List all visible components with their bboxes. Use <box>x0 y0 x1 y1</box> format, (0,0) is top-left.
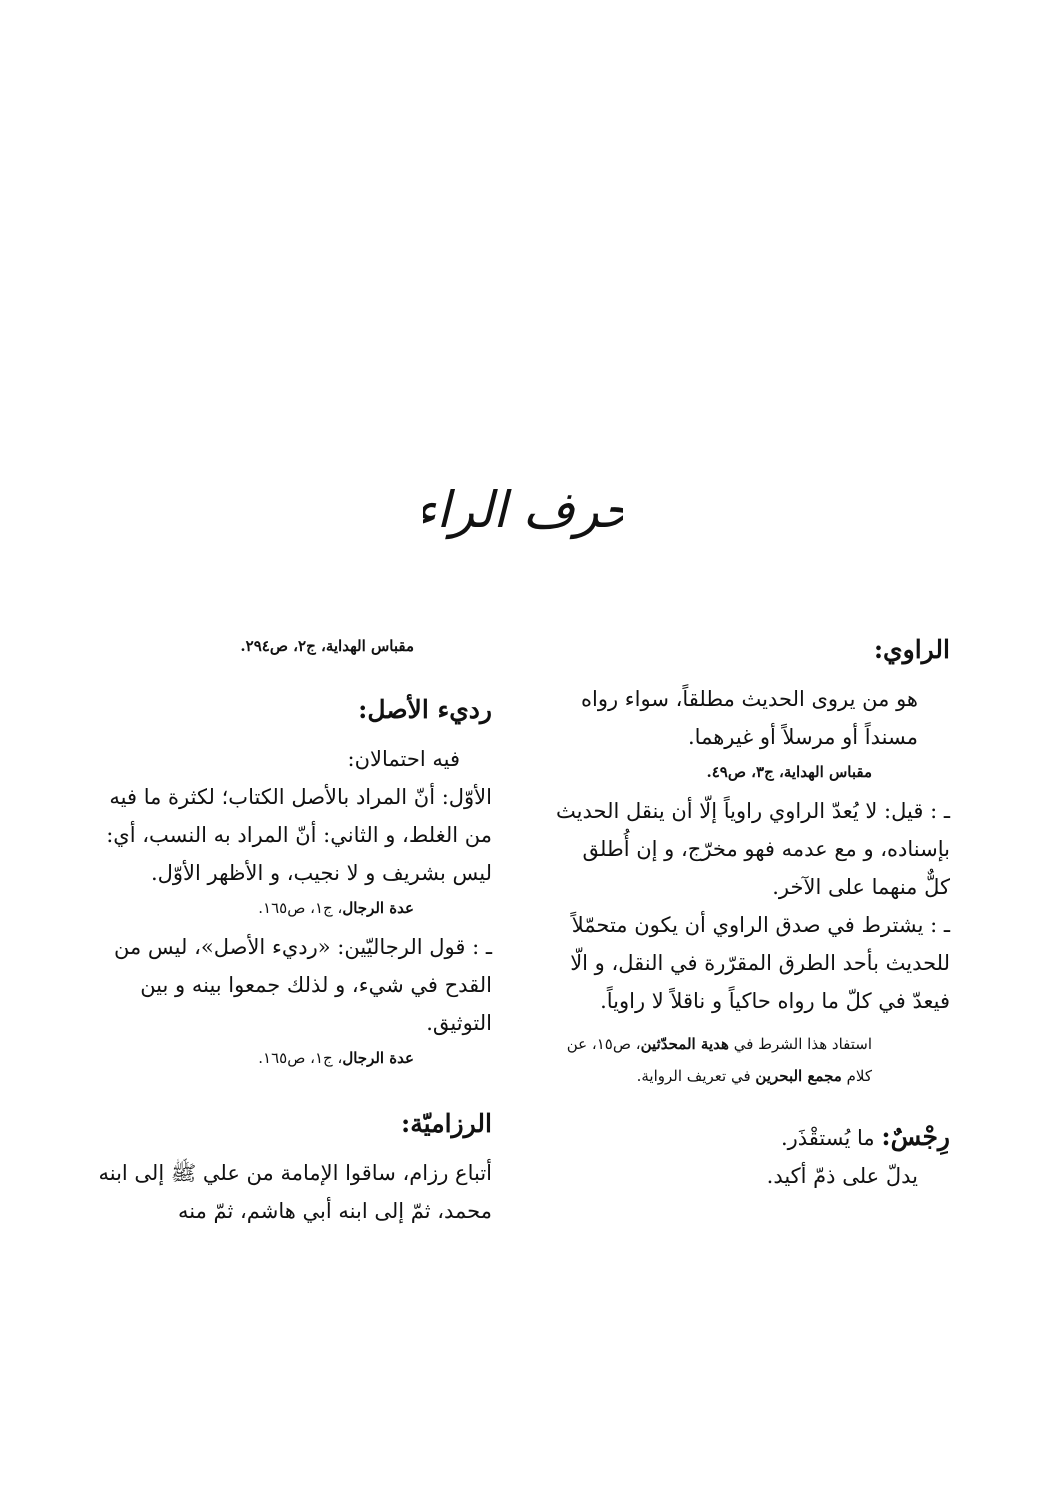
entry-definition-rijs: ما يُستقْذَر. <box>780 1126 875 1150</box>
reference-rawi: مقباس الهداية، ج٣، ص٤٩. <box>706 763 872 781</box>
reference-radi-1-rest: ، ج١، ص١٦٥. <box>258 899 343 917</box>
entry-item-radi: ـ : قول الرجاليّين: «رديء الأصل»، ليس من القدح في شيء، و لذلك جمعوا بينه و بين التوثيق. <box>114 935 492 1035</box>
chapter-calligraphy <box>423 455 623 565</box>
note-rawi <box>552 1028 950 1092</box>
entry-rijs <box>552 1118 950 1157</box>
reference-radi-2-source: عدة الرجال <box>342 1049 414 1067</box>
note-post: في تعريف الرواية. <box>636 1067 751 1085</box>
left-column <box>80 630 492 1230</box>
note-source-1: هدية المحدّثين <box>640 1035 729 1053</box>
note-source-2: مجمع البحرين <box>755 1067 842 1085</box>
entry-term-rawi: الراوي: <box>873 635 950 664</box>
reference-top-left: مقباس الهداية، ج٢، ص٢٩٤. <box>240 637 414 655</box>
right-column <box>552 630 950 1195</box>
entry-body-radi: الأوّل: أنّ المراد بالأصل الكتاب؛ لكثرة ما فيه من الغلط، و الثاني: أنّ المراد به النسب، أي: ليس بشريف و لا نجيب، و الأظهر الأوّل. <box>106 785 492 885</box>
entry-term-razamiyya: الرزاميّة: <box>401 1109 492 1138</box>
chapter-title-text: حرف الراء <box>423 481 623 539</box>
entry-item-rawi-2: ـ : يشترط في صدق الراوي أن يكون متحمّلاً للحديث بأحد الطرق المقرّرة في النقل، و الّا فيعدّ في كلّ ما رواه حاكياً و ناقلاً لا راوياً. <box>570 913 950 1013</box>
entry-item-rawi-1: ـ : قيل: لا يُعدّ الراوي راوياً إلّا أن ينقل الحديث بإسناده، و مع عدمه فهو مخرّج، و إن أُطلق كلٌّ منهما على الآخر. <box>556 799 950 899</box>
reference-radi-1 <box>80 894 492 922</box>
entry-definition-razamiyya: أتباع رزام، ساقوا الإمامة من علي ﷺ إلى ابنه محمد، ثمّ إلى ابنه أبي هاشم، ثمّ منه <box>98 1161 492 1223</box>
reference-radi-1-source: عدة الرجال <box>342 899 414 917</box>
entry-term-radi: رديء الأصل: <box>358 695 492 724</box>
entry-term-rijs: رِجْسٌ: <box>881 1122 950 1151</box>
note-pre: استفاد هذا الشرط في <box>733 1035 872 1053</box>
note-mid: ، ص١٥، عن كلام <box>566 1035 872 1085</box>
entry-intro-radi: فيه احتمالان: <box>347 747 460 771</box>
reference-radi-2-rest: ، ج١، ص١٦٥. <box>258 1049 343 1067</box>
chapter-title <box>423 455 623 565</box>
reference-radi-2 <box>80 1044 492 1072</box>
entry-sub-rijs: يدلّ على ذمّ أكيد. <box>766 1164 918 1188</box>
entry-definition-rawi: هو من يروى الحديث مطلقاً، سواء رواه مسنداً أو مرسلاً أو غيرهما. <box>581 687 918 749</box>
